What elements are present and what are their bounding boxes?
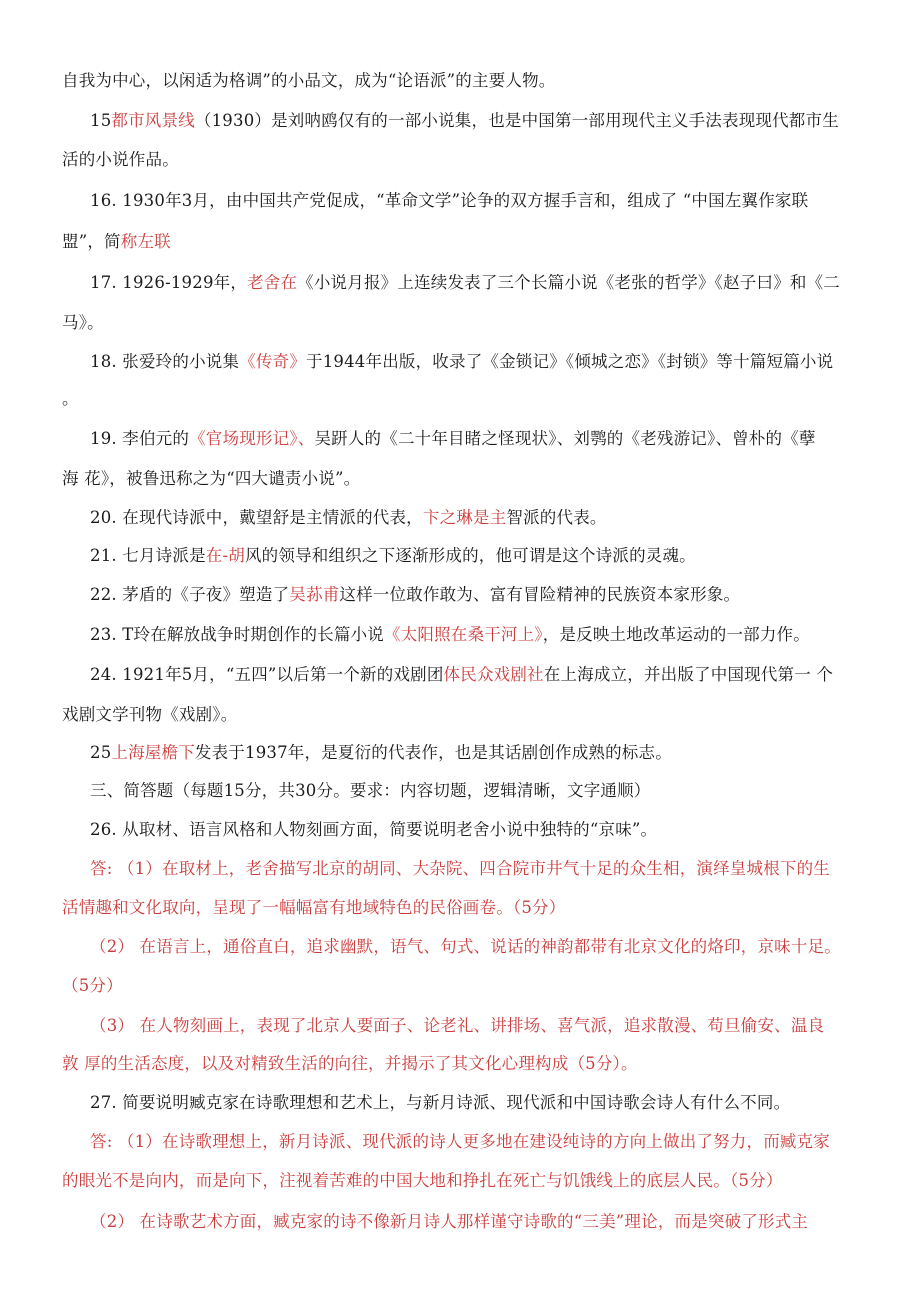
text-segment: 盟”，简 (62, 232, 121, 251)
text-segment: 16. 1930年3月，由中国共产党促成，“革命文学”论争的双方握手言和，组成了 “中国左翼作家联 (90, 191, 809, 210)
question-26 (90, 819, 657, 841)
text-segment: 答: （1）在诗歌理想上，新月诗派、现代派的诗人更多地在建设纯诗的方向上做出了努力，而臧克家 (90, 1132, 831, 1151)
text-segment: 这样一位敢作敢为、富有冒险精神的民族资本家形象。 (339, 585, 741, 604)
item-23-line (90, 624, 810, 646)
item-24-line (90, 664, 833, 686)
text-segment: （3） 在人物刻画上，表现了北京人要面子、论老礼、讲排场、喜气派，追求散漫、苟旦偷安、温良 (90, 1016, 825, 1035)
text-segment: 22. 茅盾的《子夜》塑造了 (90, 585, 290, 604)
text-segment: 活的小说作品。 (62, 150, 179, 169)
text-segment: （2） 在语言上，通俗直白，追求幽默，语气、句式、说话的神韵都带有北京文化的烙印，京味十足。 (90, 937, 841, 956)
text-segment: 27. 简要说明臧克家在诗歌理想和艺术上，与新月诗派、现代派和中国诗歌会诗人有什么不同。 (90, 1093, 791, 1112)
text-segment: （2） 在诗歌艺术方面，臧克家的诗不像新月诗人那样谨守诗歌的“三美”理论，而是突破了形式主 (90, 1212, 809, 1231)
text-segment: 19. 李伯元的 (90, 429, 190, 448)
answer-26-part-2-cont (62, 975, 123, 997)
answer-27-part-1-cont (62, 1170, 783, 1192)
text-line (62, 312, 104, 334)
text-segment: 15 (90, 111, 112, 130)
item-15-line (90, 110, 839, 132)
answer-26-part-3-cont (62, 1053, 638, 1075)
text-line (62, 388, 79, 410)
text-segment: 17. 1926-1929年， (90, 273, 248, 292)
answer-highlight: 《太阳照在桑干河上》 (384, 625, 543, 644)
answer-27-part-2 (90, 1211, 808, 1233)
text-segment: 《小说月报》上连续发表了三个长篇小说《老张的哲学》《赵子曰》和《二 (297, 273, 841, 292)
answer-highlight: 《官场现形记》、 (189, 429, 315, 448)
text-segment: （5分） (62, 976, 123, 995)
answer-26-part-1-cont (62, 897, 565, 919)
answer-27-part-1 (90, 1131, 830, 1153)
text-segment: 发表于1937年，是夏衍的代表作，也是其话剧创作成熟的标志。 (194, 743, 672, 762)
answer-highlight: 《传奇》 (239, 352, 306, 371)
text-segment: 自我为中心，以闲适为格调”的小品文，成为“论语派”的主要人物。 (62, 71, 556, 90)
item-25-line (90, 742, 672, 764)
answer-highlight: 体民众戏剧社 (443, 665, 544, 684)
text-segment: 。 (62, 389, 79, 408)
text-segment: （1930）是刘呐鸥仅有的一部小说集，也是中国第一部用现代主义手法表现现代都市生 (194, 111, 839, 130)
text-segment: 于1944年出版，收录了《金锁记》《倾城之恋》《封锁》等十篇短篇小说 (306, 352, 834, 371)
question-27 (90, 1092, 790, 1114)
item-18-line (90, 351, 833, 373)
text-segment: 18. 张爱玲的小说集 (90, 352, 240, 371)
text-segment: 吴趼人的《二十年目睹之怪现状》、刘鹗的《老残游记》、曾朴的《孽 (314, 429, 816, 448)
answer-26-part-3 (90, 1015, 824, 1037)
text-segment: 海 花》，被鲁迅称之为“四大谴责小说”。 (62, 469, 361, 488)
text-segment: 21. 七月诗派是 (90, 546, 206, 565)
item-21-line (90, 545, 696, 567)
answer-highlight: 上海屋檐下 (111, 743, 195, 762)
section-heading (90, 780, 651, 802)
text-line (62, 704, 237, 726)
text-segment: 三、简答题（每题15分，共30分。要求：内容切题，逻辑清晰，文字通顺） (90, 781, 651, 800)
answer-highlight: 吴荪甫 (289, 585, 340, 604)
answer-highlight: 在-胡 (205, 546, 245, 565)
answer-highlight: 卞之琳是主 (422, 508, 507, 527)
text-segment: 答: （1）在取材上，老舍描写北京的胡同、大杂院、四合院市井气十足的众生相，演绎皇城根下的生 (90, 859, 831, 878)
text-segment: 的眼光不是向内，而是向下，注视着苦难的中国大地和挣扎在死亡与饥饿线上的底层人民。（5分） (62, 1171, 783, 1190)
item-19-line (90, 428, 816, 450)
item-22-line (90, 584, 740, 606)
text-line (62, 149, 179, 171)
item-17-line (90, 272, 840, 294)
item-16-line (90, 190, 808, 212)
text-segment: 活情趣和文化取向，呈现了一幅幅富有地域特色的民俗画卷。（5分） (62, 898, 566, 917)
text-line (62, 231, 171, 253)
text-segment: 26. 从取材、语言风格和人物刻画方面，简要说明老舍小说中独特的“京味”。 (90, 820, 658, 839)
text-segment: 马》。 (62, 313, 104, 332)
text-segment: 在上海成立，并出版了中国现代第一 个 (543, 665, 834, 684)
text-line (62, 468, 360, 490)
text-segment: 敦 厚的生活态度，以及对精致生活的向往，并揭示了其文化心理构成（5分）。 (62, 1054, 638, 1073)
text-segment: 23. T玲在解放战争时期创作的长篇小说 (90, 625, 384, 644)
answer-highlight: 老舍在 (247, 273, 298, 292)
text-segment: ，是反映土地改革运动的一部力作。 (542, 625, 810, 644)
text-segment: 24. 1921年5月，“五四”以后第一个新的戏剧团 (90, 665, 444, 684)
text-segment: 风的领导和组织之下逐渐形成的，他可谓是这个诗派的灵魂。 (244, 546, 696, 565)
text-segment: 戏剧文学刊物《戏剧》。 (62, 705, 238, 724)
text-line (62, 70, 556, 92)
answer-26-part-2 (90, 936, 841, 958)
text-segment: 20. 在现代诗派中，戴望舒是主情派的代表， (90, 508, 423, 527)
item-20-line (90, 507, 607, 529)
text-segment: 25 (90, 743, 112, 762)
answer-26-part-1 (90, 858, 830, 880)
text-segment: 智派的代表。 (506, 508, 607, 527)
answer-highlight: 称左联 (120, 232, 171, 251)
answer-highlight: 都市风景线 (111, 111, 195, 130)
